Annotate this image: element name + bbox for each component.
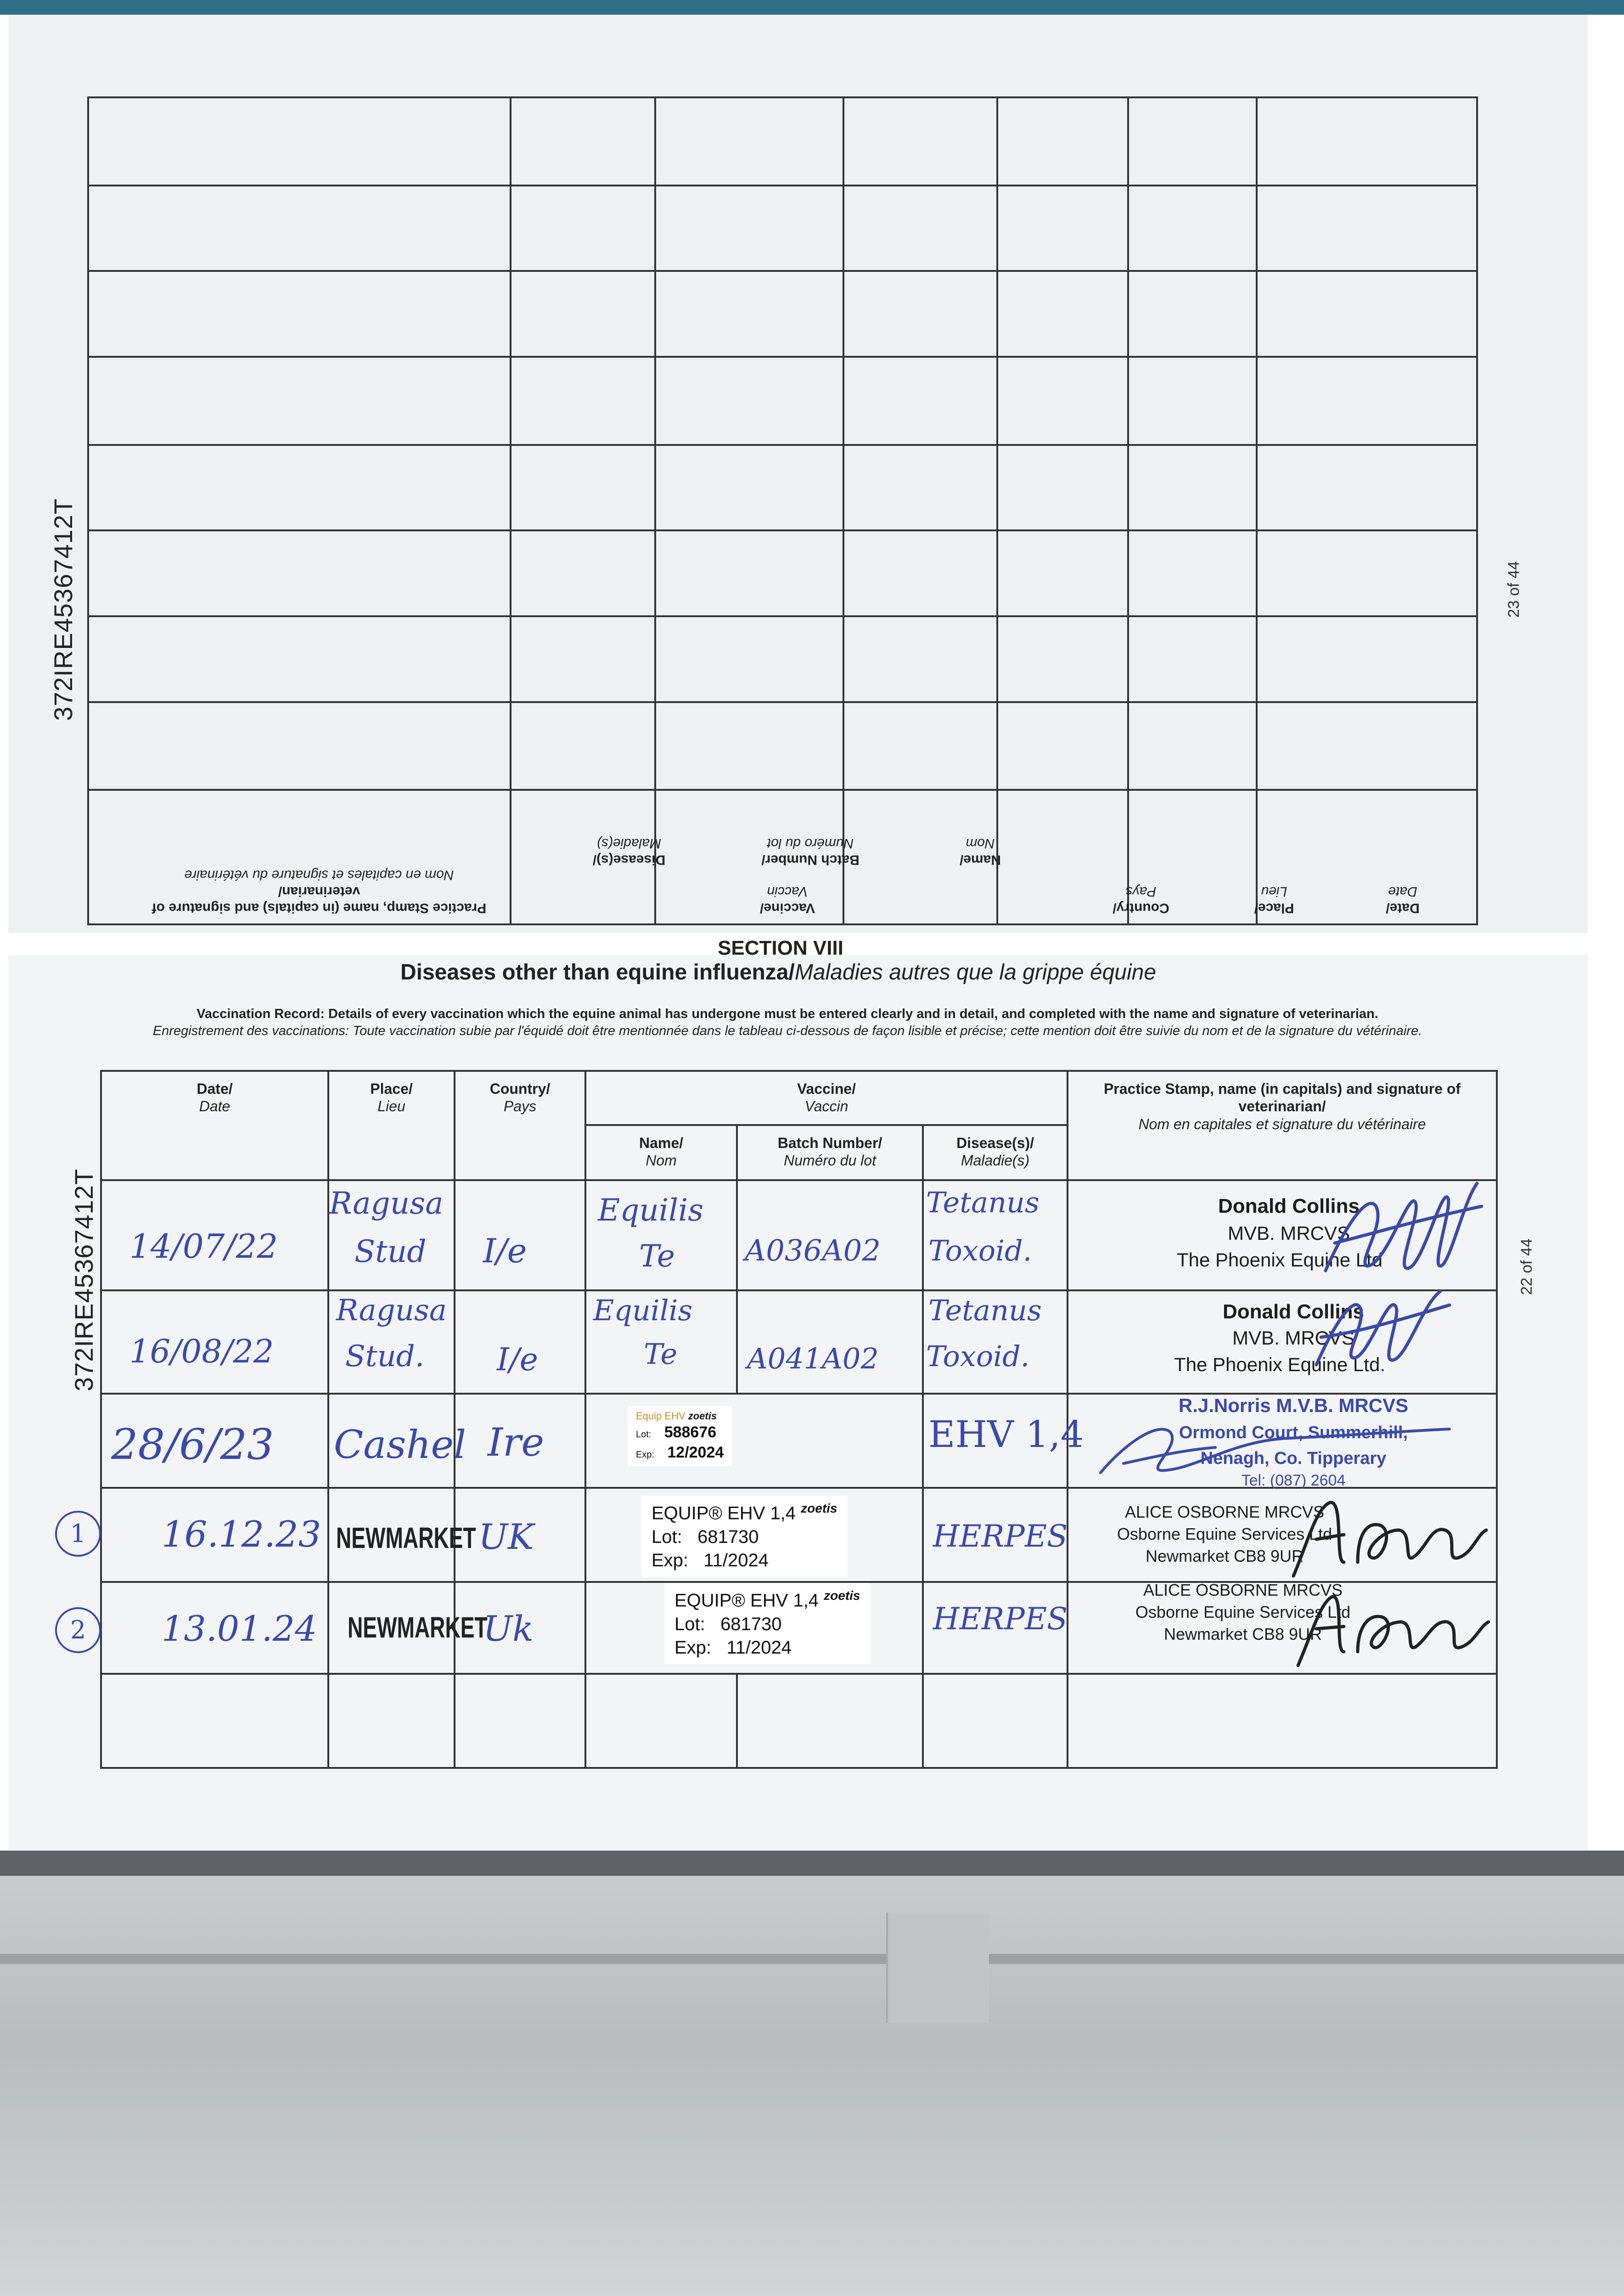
table-row: [101, 1488, 1497, 1582]
table-row: [101, 1290, 1497, 1394]
row5-disease: HERPES: [933, 1601, 1068, 1637]
upper-table-header: [87, 808, 1476, 923]
row2-vaccine-name-1: Equilis: [593, 1294, 693, 1327]
row2-date: 16/08/22: [129, 1333, 274, 1370]
section-label: SECTION VIII: [718, 937, 843, 959]
row2-batch: A041A02: [747, 1342, 879, 1375]
row2-place-1: Ragusa: [336, 1294, 447, 1328]
row2-vaccine-name-2: Te: [644, 1337, 678, 1371]
row1-date: 14/07/22: [129, 1227, 278, 1266]
upper-header-vaccine: Vaccine/ Vaccin: [759, 884, 815, 916]
table-row: [101, 1180, 1497, 1290]
upper-passport-id: 372IRE45367412T: [49, 498, 78, 721]
row4-place-stamp: NEWMARKET: [336, 1521, 476, 1554]
row5-place-stamp: NEWMARKET: [348, 1611, 488, 1644]
upper-header-disease: Disease(s)/ Maladie(s): [592, 836, 666, 867]
upper-header-date: Date/ Date: [1386, 884, 1420, 916]
table-row: [101, 1674, 1497, 1768]
header-name: Name/ Nom: [585, 1125, 737, 1180]
header-country: Country/ Pays: [455, 1071, 585, 1180]
row1-country: I/e: [483, 1232, 527, 1270]
row5-date: 13.01.24: [162, 1608, 317, 1649]
row5-country: Uk: [483, 1608, 534, 1649]
row3-date: 28/6/23: [111, 1420, 274, 1469]
row1-vaccine-name-1: Equilis: [598, 1193, 704, 1228]
table-row: [101, 1582, 1497, 1674]
vaccination-table: [100, 1070, 1496, 1768]
header-date: Date/ Date: [101, 1071, 328, 1180]
passport-fold: [0, 1851, 1624, 1876]
row1-vaccine-name-2: Te: [639, 1238, 675, 1274]
header-vaccine: Vaccine/ Vaccin: [585, 1071, 1068, 1125]
row3-disease: EHV 1,4: [928, 1413, 1084, 1456]
table-row: [101, 1394, 1497, 1488]
row1-signature-image: [1316, 1174, 1491, 1289]
row3-vaccine-label: Equip EHV zoetis Lot: 588676 Exp: 12/2024: [628, 1406, 732, 1466]
row5-signature-image: [1289, 1583, 1491, 1670]
upper-header-batch: Batch Number/ Numéro du lot: [761, 836, 860, 867]
row4-signature-image: [1289, 1489, 1491, 1581]
row2-signature-image: [1303, 1282, 1454, 1374]
row2-practice-stamp: Donald Collins MVB. MRCVS The Phoenix Equine Ltd.: [1068, 1291, 1496, 1393]
row5-practice-stamp: ALICE OSBORNE MRCVS Osborne Equine Services Ltd Newmarket CB8 9UR: [1068, 1583, 1496, 1673]
row2-country: I/e: [497, 1342, 539, 1378]
row4-disease: HERPES: [933, 1519, 1068, 1554]
row2-place-2: Stud.: [345, 1339, 425, 1373]
header-place: Place/ Lieu: [328, 1071, 455, 1180]
row4-vaccine-label: EQUIP® EHV 1,4 $^{zoetis}$ Lot: 681730 Exp: 11/2024: [641, 1496, 848, 1577]
row3-signature-image: [1096, 1404, 1454, 1482]
lower-page-number: 22 of 44: [1518, 1238, 1535, 1295]
lower-passport-id: 372IRE45367412T: [69, 1168, 98, 1391]
upper-page-number: 23 of 44: [1505, 561, 1523, 618]
row1-disease-2: Toxoid.: [928, 1234, 1032, 1267]
row2-disease-1: Tetanus: [928, 1294, 1042, 1327]
row1-disease-1: Tetanus: [926, 1186, 1040, 1219]
row3-country: Ire: [488, 1420, 545, 1465]
row1-practice-stamp: Donald Collins MVB. MRCVS The Phoenix Equine Ltd: [1068, 1181, 1496, 1289]
row1-place-2: Stud: [354, 1234, 427, 1269]
upper-header-country: Country/ Pays: [1113, 884, 1169, 916]
upper-header-name: Name/ Nom: [959, 836, 1001, 867]
header-batch: Batch Number/ Numéro du lot: [737, 1125, 923, 1180]
row4-date: 16.12.23: [162, 1514, 321, 1555]
row5-vaccine-label: EQUIP® EHV 1,4 $^{zoetis}$ Lot: 681730 Exp: 11/2024: [664, 1583, 871, 1664]
upper-header-place: Place/ Lieu: [1254, 884, 1294, 916]
upper-vaccination-grid: [87, 96, 1476, 925]
row1-place-1: Ragusa: [329, 1186, 444, 1221]
row3-practice-stamp: R.J.Norris M.V.B. MRCVS Ormond Court, Summerhill, Nenagh, Co. Tipperary Tel: (087) 2604: [1068, 1395, 1496, 1487]
row4-circled-marker: 1: [55, 1511, 101, 1557]
row5-circled-marker: 2: [55, 1607, 101, 1653]
cover-edge: [0, 0, 1624, 15]
upper-header-stamp: Practice Stamp, name (in capitals) and signature of veterinarian/ Nom en capitales et signature du vétérinaire: [152, 867, 487, 916]
passport-back-cover: [0, 1876, 1624, 2296]
row4-practice-stamp: ALICE OSBORNE MRCVS Osborne Equine Services Ltd Newmarket CB8 9UR: [1068, 1489, 1496, 1581]
row3-place: Cashel: [334, 1422, 466, 1467]
row4-country: UK: [478, 1516, 534, 1557]
header-disease: Disease(s)/ Maladie(s): [923, 1125, 1068, 1180]
section-title: Diseases other than equine influenza/Maladies autres que la grippe équine: [400, 960, 1157, 985]
row1-batch: A036A02: [745, 1234, 881, 1268]
header-stamp: Practice Stamp, name (in capitals) and signature of veterinarian/ Nom en capitales et signature du vétérinaire: [1068, 1071, 1497, 1180]
row2-disease-2: Toxoid.: [926, 1339, 1030, 1373]
section-intro: Vaccination Record: Details of every vaccination which the equine animal has undergone must be entered clearly and in detail, and completed with the name and signature of veterinarian. Enregistrement des vaccinations: Toute vaccination subie par l'équidé doit être mentionnée dans le tableau ci-dessous de façon lisible et précise; cette mention doit être suivie du nom et de la signature du vétérinaire.: [152, 1007, 1422, 1039]
